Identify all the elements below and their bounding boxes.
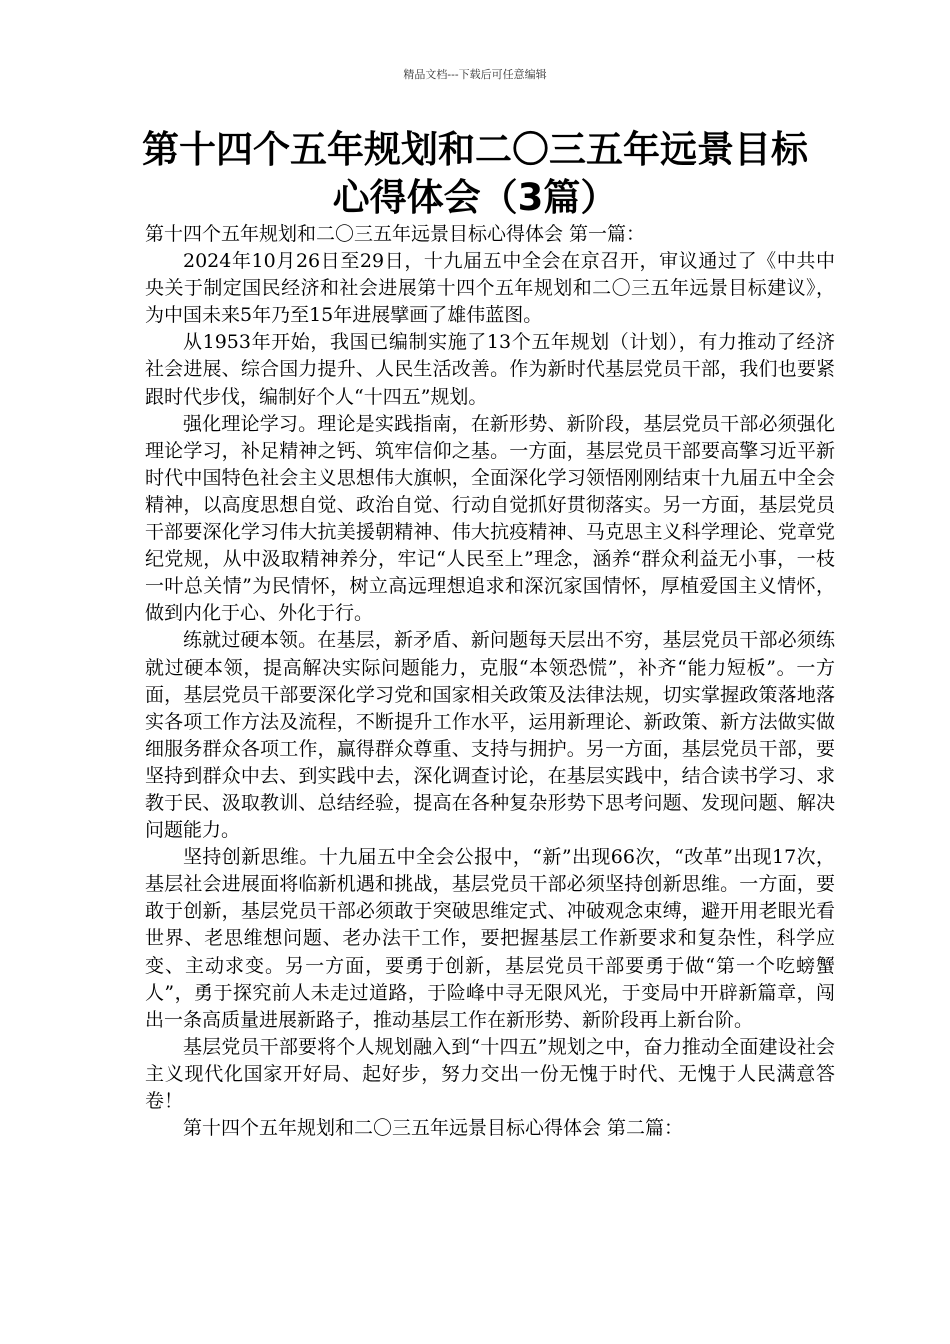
section-heading-1: 第十四个五年规划和二〇三五年远景目标心得体会 第一篇： xyxy=(145,223,646,245)
paragraph-5: 坚持创新思维。十九届五中全会公报中，“新”出现66次，“改革”出现17次，基层社会进展面将临新机遇和挑战，基层党员干部必须坚持创新思维。一方面，要敢于创新，基层党员干部必须敢于突破思维定式、冲破观念束缚，避开用老眼光看世界、老思维想问题、老办法干工作，要把握基层工作新要求和复杂性，科学应变、主动求变。另一方面，要勇于创新，基层党员干部要勇于做“第一个吃螃蟹人”，勇于探究前人未走过道路，于险峰中寻无限风光，于变局中开辟新篇章，闯出一条高质量进展新路子，推动基层工作在新形势、新阶段再上新台阶。 xyxy=(145,846,835,1031)
section-heading-2: 第十四个五年规划和二〇三五年远景目标心得体会 第二篇： xyxy=(183,1117,684,1140)
paragraph-6: 基层党员干部要将个人规划融入到“十四五”规划之中，奋力推动全面建设社会主义现代化国家开好局、起好步，努力交出一份无愧于时代、无愧于人民满意答卷！ xyxy=(145,1035,835,1112)
document-title: 第十四个五年规划和二〇三五年远景目标心得体会（3篇） xyxy=(142,128,808,219)
paragraph-4: 练就过硬本领。在基层，新矛盾、新问题每天层出不穷，基层党员干部必须练就过硬本领，提高解决实际问题能力，克服“本领恐慌”，补齐“能力短板”。一方面，基层党员干部要深化学习党和国家相关政策及法律法规，切实掌握政策落地落实各项工作方法及流程，不断提升工作水平，运用新理论、新政策、新方法做实做细服务群众各项工作，赢得群众尊重、支持与拥护。另一方面，基层党员干部，要坚持到群众中去、到实践中去，深化调查讨论，在基层实践中，结合读书学习、求教于民、汲取教训、总结经验，提高在各种复杂形势下思考问题、发现问题、解决问题能力。 xyxy=(145,629,835,842)
paragraph-3: 强化理论学习。理论是实践指南，在新形势、新阶段，基层党员干部必须强化理论学习，补足精神之钙、筑牢信仰之基。一方面，基层党员干部要高擎习近平新时代中国特色社会主义思想伟大旗帜，全面深化学习领悟刚刚结束十九届五中全会精神，以高度思想自觉、政治自觉、行动自觉抓好贯彻落实。另一方面，基层党员干部要深化学习伟大抗美援朝精神、伟大抗疫精神、马克思主义科学理论、党章党纪党规，从中汲取精神养分，牢记“人民至上”理念，涵养“群众利益无小事，一枝一叶总关情”为民情怀，树立高远理想追求和深沉家国情怀，厚植爱国主义情怀，做到内化于心、外化于行。 xyxy=(145,412,835,625)
document-body xyxy=(145,221,835,1142)
paragraph-2: 从1953年开始，我国已编制实施了13个五年规划（计划），有力推动了经济社会进展、综合国力提升、人民生活改善。作为新时代基层党员干部，我们也要紧跟时代步伐，编制好个人“十四五”规划。 xyxy=(145,331,835,408)
paragraph-1: 2024年10月26日至29日，十九届五中全会在京召开，审议通过了《中共中央关于制定国民经济和社会进展第十四个五年规划和二〇三五年远景目标建议》，为中国未来5年乃至15年进展擘画了雄伟蓝图。 xyxy=(145,250,835,327)
header-note: 精品文档---下载后可任意编辑 xyxy=(403,68,547,81)
